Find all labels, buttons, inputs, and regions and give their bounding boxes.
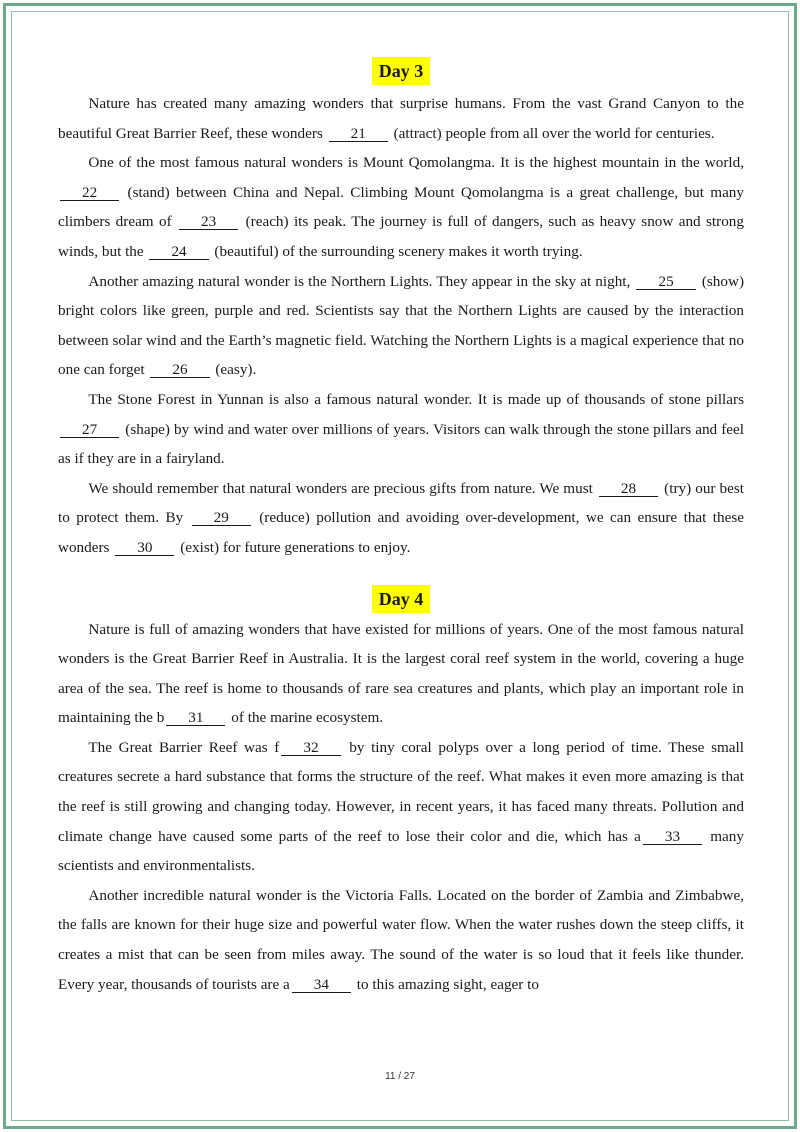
day3-heading [58,57,744,87]
answer-blank-25[interactable]: 25 [636,274,695,290]
passage-text: Another incredible natural wonder is the Victoria Falls. Located on the border of Zambia and Zimbabwe, the falls are known for their huge size and powerful water flow. When the water rushes down the steep cliffs, it creates a mist that can be seen from miles away. The sound of the water is so loud that it feels like thunder. Every year, thousands of tourists are a [58,886,744,993]
answer-blank-34[interactable]: 34 [292,977,351,993]
passage-text: of the marine ecosystem. [227,709,384,727]
day4-title-label: Day 4 [372,585,431,613]
day3-passage [58,89,744,563]
answer-blank-24[interactable]: 24 [149,244,208,260]
day3-title-label: Day 3 [372,57,431,85]
worksheet-content [58,57,744,999]
answer-blank-23[interactable]: 23 [179,214,238,230]
passage-text: We should remember that natural wonders are precious gifts from nature. We must [88,479,597,497]
answer-blank-27[interactable]: 27 [60,422,119,438]
day3-paragraph [58,148,744,266]
passage-text: One of the most famous natural wonders is Mount Qomolangma. It is the highest mountain in the world, [88,154,744,172]
day4-paragraph [58,733,744,881]
passage-text: (exist) for future generations to enjoy. [176,538,411,556]
answer-blank-28[interactable]: 28 [599,481,658,497]
passage-text: (stand) between China and Nepal. Climbing Mount Qomolangma is a great challenge, but many climbers dream of [58,183,744,231]
passage-text: to this amazing sight, eager to [352,975,539,993]
day4-heading [58,585,744,615]
passage-text: Nature is full of amazing wonders that have existed for millions of years. One of the most famous natural wonders is the Great Barrier Reef in Australia. It is the largest coral reef system in the world, covering a huge area of the sea. The reef is home to thousands of rare sea creatures and plants, which play an important role in maintaining the b [58,620,744,727]
answer-blank-22[interactable]: 22 [60,185,119,201]
passage-text: (attract) people from all over the world for centuries. [389,124,715,142]
passage-text: (reduce) pollution and avoiding over-development, we can ensure that these wonders [58,509,745,556]
answer-blank-31[interactable]: 31 [166,710,225,726]
day4-paragraph [58,615,744,733]
passage-text: (show) bright colors like green, purple and red. Scientists say that the Northern Lights are caused by the interaction between solar wind and the Earth’s magnetic field. Watching the Northern Lights is a magical experience that no one can forget [58,272,744,379]
passage-text: The Stone Forest in Yunnan is also a famous natural wonder. It is made up of thousands of stone pillars [88,390,744,408]
passage-text: (reach) its peak. The journey is full of dangers, such as heavy snow and strong winds, but the [58,213,744,260]
answer-blank-32[interactable]: 32 [281,740,340,756]
answer-blank-33[interactable]: 33 [643,829,702,845]
passage-text: (easy). [211,361,257,379]
passage-text: (beautiful) of the surrounding scenery makes it worth trying. [210,242,583,260]
day4-passage [58,615,744,1000]
passage-text: Another amazing natural wonder is the Northern Lights. They appear in the sky at night, [88,272,635,290]
answer-blank-21[interactable]: 21 [329,126,388,142]
day3-paragraph [58,474,744,563]
page-number: 11 / 27 [385,1071,415,1082]
answer-blank-29[interactable]: 29 [192,510,251,526]
day3-paragraph [58,385,744,474]
passage-text: (shape) by wind and water over millions of years. Visitors can walk through the stone pillars and feel as if they are in a fairyland. [58,420,744,468]
day4-paragraph [58,881,744,999]
day3-paragraph [58,267,744,385]
answer-blank-30[interactable]: 30 [115,540,174,556]
answer-blank-26[interactable]: 26 [150,362,209,378]
passage-text: many scientists and environmentalists. [58,827,744,875]
passage-text: The Great Barrier Reef was f [88,738,280,756]
passage-text: Nature has created many amazing wonders that surprise humans. From the vast Grand Canyon to the beautiful Great Barrier Reef, these wonders [58,95,744,142]
day3-paragraph [58,89,744,148]
passage-text: by tiny coral polyps over a long period of time. These small creatures secrete a hard substance that forms the structure of the reef. What makes it even more amazing is that the reef is still growing and changing today. However, in recent years, it has faced many threats. Pollution and climate change have caused some parts of the reef to lose their color and die, which has a [58,738,744,845]
passage-text: (try) our best to protect them. By [58,479,744,527]
